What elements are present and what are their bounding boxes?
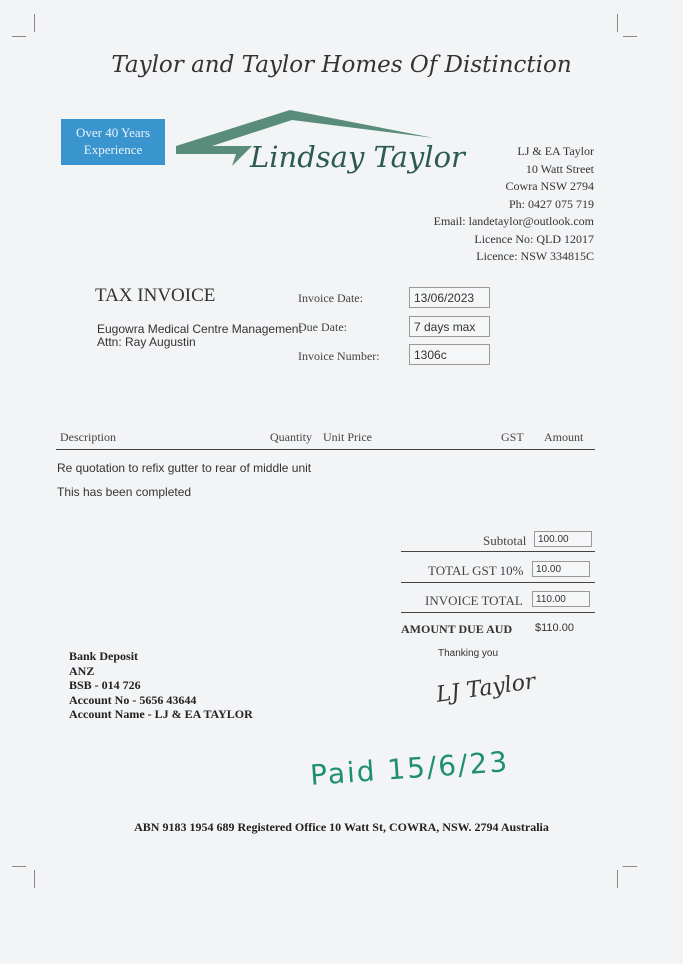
invoice-total-value: 110.00 — [532, 591, 590, 607]
badge-line-1: Over 40 Years — [75, 125, 151, 140]
crop-mark-bottom-right-h — [623, 866, 637, 867]
paid-handwritten-note: Paid 15/6/23 — [309, 745, 511, 792]
total-rule — [401, 612, 595, 613]
badge-line-2: Experience — [83, 142, 143, 157]
col-amount: Amount — [544, 430, 584, 444]
thanking-you: Thanking you — [438, 648, 499, 659]
subtotal-rule — [401, 551, 595, 552]
crop-mark-top-right — [617, 14, 618, 32]
line-item-1: Re quotation to refix gutter to rear of middle unit — [57, 461, 312, 475]
invoice-number-label: Invoice Number: — [298, 349, 380, 363]
contact-street: 10 Watt Street — [525, 161, 594, 176]
due-date-label: Due Date: — [298, 320, 347, 334]
footer-abn: ABN 9183 1954 689 Registered Office 10 Watt St, COWRA, NSW. 2794 Australia — [134, 820, 549, 834]
col-quantity: Quantity — [270, 430, 312, 444]
gst-total-label: TOTAL GST 10% — [428, 563, 524, 578]
invoice-number-value: 1306c — [409, 344, 490, 365]
col-unit-price: Unit Price — [323, 430, 372, 444]
crop-mark-bottom-left — [34, 870, 35, 888]
col-gst: GST — [501, 430, 524, 444]
bank-account-name: Account Name - LJ & EA TAYLOR — [69, 707, 253, 721]
contact-block — [434, 143, 594, 266]
bank-bsb: BSB - 014 726 — [69, 678, 141, 692]
bank-account-no: Account No - 5656 43644 — [69, 692, 197, 707]
crop-mark-top-left-h — [12, 36, 26, 37]
invoice-total-label: INVOICE TOTAL — [425, 593, 523, 608]
customer-name: Eugowra Medical Centre Management — [97, 322, 302, 336]
gst-total-value: 10.00 — [532, 561, 590, 577]
subtotal-label: Subtotal — [483, 533, 527, 548]
gst-rule — [401, 582, 595, 583]
amount-due-value: $110.00 — [535, 622, 574, 634]
col-description: Description — [60, 430, 116, 444]
company-title: Taylor and Taylor Homes Of Distinction — [111, 52, 572, 78]
bank-heading: Bank Deposit — [69, 649, 139, 663]
line-item-2: This has been completed — [57, 485, 192, 499]
contact-town: Cowra NSW 2794 — [505, 179, 594, 193]
table-header-rule — [56, 449, 595, 450]
invoice-date-label: Invoice Date: — [298, 291, 363, 305]
crop-mark-bottom-right — [617, 870, 618, 888]
customer-attn: Attn: Ray Augustin — [97, 335, 196, 349]
bank-name: ANZ — [69, 663, 95, 678]
contact-phone: Ph: 0427 075 719 — [508, 196, 594, 211]
invoice-date-value: 13/06/2023 — [409, 287, 490, 308]
subtotal-value: 100.00 — [534, 531, 592, 547]
amount-due-label: AMOUNT DUE AUD — [401, 622, 513, 636]
logo-signature-name: Lindsay Taylor — [250, 140, 465, 174]
crop-mark-bottom-left-h — [12, 866, 26, 867]
contact-licence-qld: Licence No: QLD 12017 — [474, 231, 594, 246]
crop-mark-top-right-h — [623, 36, 637, 37]
signature: LJ Taylor — [434, 669, 537, 708]
experience-badge — [61, 119, 165, 165]
crop-mark-top-left — [34, 14, 35, 32]
bank-details — [69, 649, 253, 722]
due-date-value: 7 days max — [409, 316, 490, 337]
doc-title: TAX INVOICE — [95, 285, 216, 306]
contact-name: LJ & EA Taylor — [517, 144, 594, 158]
contact-email: Email: landetaylor@outlook.com — [433, 214, 594, 228]
contact-licence-nsw: Licence: NSW 334815C — [476, 249, 594, 263]
